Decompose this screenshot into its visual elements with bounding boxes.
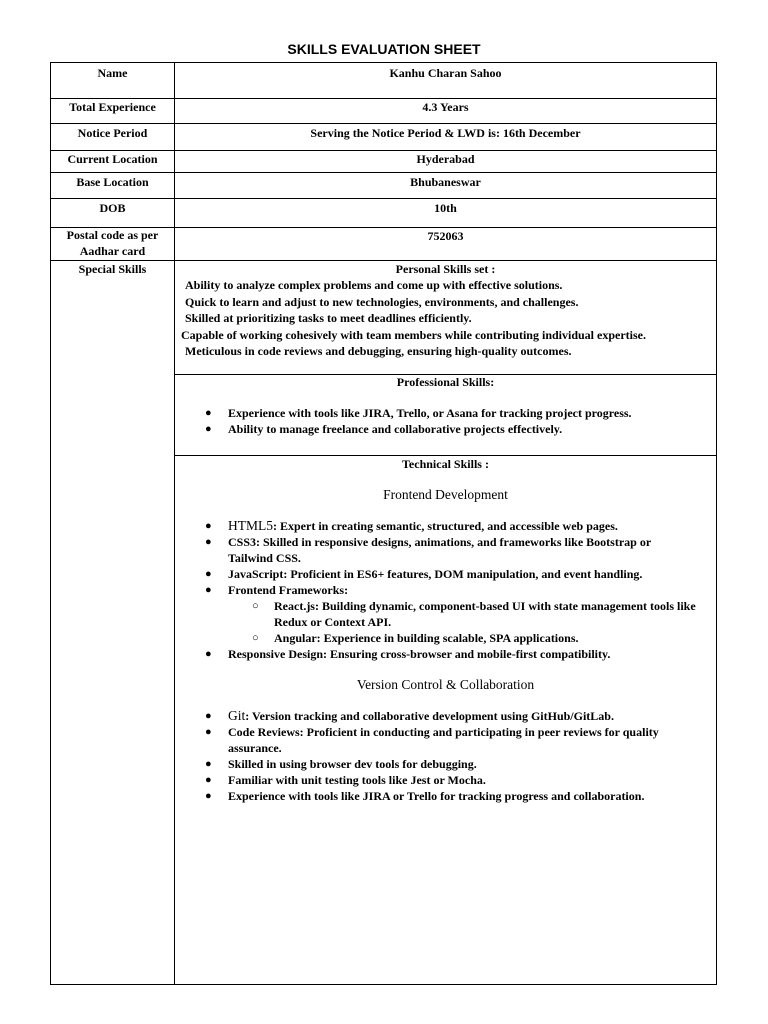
list-item: ● Skilled in using browser dev tools for debugging. — [205, 757, 477, 771]
current-location-label: Current Location — [67, 152, 158, 166]
row-divider — [51, 172, 716, 173]
row-divider — [51, 198, 716, 199]
current-location-value: Hyderabad — [416, 152, 475, 166]
technical-skills-section — [175, 456, 716, 804]
list-item: ● Code Reviews: Proficient in conducting and participating in peer reviews for quality assurance. — [205, 725, 659, 755]
postal-code-value: 752063 — [427, 229, 464, 243]
bullet-icon: ● — [205, 568, 212, 580]
technical-skills-title: Technical Skills : — [402, 457, 489, 471]
name-value: Kanhu Charan Sahoo — [389, 66, 502, 80]
postal-code-label: Postal code as per Aadhar card — [66, 228, 159, 258]
circle-bullet-icon: ○ — [252, 600, 259, 612]
bullet-icon: ● — [205, 407, 212, 419]
base-location-value: Bhubaneswar — [410, 175, 481, 189]
list-item: ● Git: Version tracking and collaborative development using GitHub/GitLab. — [205, 708, 614, 723]
list-item: ● CSS3: Skilled in responsive designs, animations, and frameworks like Bootstrap or Tailwind CSS. — [205, 535, 651, 565]
professional-skills-list — [175, 405, 716, 437]
list-item: Quick to learn and adjust to new technologies, environments, and challenges. — [185, 294, 579, 309]
frontend-heading: Frontend Development — [383, 487, 508, 502]
total-experience-value: 4.3 Years — [422, 100, 469, 114]
bullet-icon: ● — [205, 726, 212, 738]
total-experience-label: Total Experience — [69, 100, 156, 114]
skills-table — [50, 62, 717, 985]
notice-period-label: Notice Period — [77, 126, 148, 140]
list-item: ○ Angular: Experience in building scalable, SPA applications. — [252, 631, 579, 645]
bullet-icon: ● — [205, 520, 212, 532]
personal-skills-list — [175, 277, 716, 360]
bullet-icon: ● — [205, 648, 212, 660]
bullet-icon: ● — [205, 584, 212, 596]
version-control-heading: Version Control & Collaboration — [356, 677, 535, 692]
list-item: ● Ability to manage freelance and collaborative projects effectively. — [205, 422, 563, 436]
personal-skills-section — [175, 261, 716, 360]
list-item: Ability to analyze complex problems and come up with effective solutions. — [185, 278, 563, 292]
base-location-label: Base Location — [76, 175, 149, 189]
personal-skills-title: Personal Skills set : — [395, 262, 496, 276]
bullet-icon: ● — [205, 790, 212, 802]
list-item: ● Responsive Design: Ensuring cross-browser and mobile-first compatibility. — [205, 647, 611, 661]
special-skills-label: Special Skills — [78, 262, 147, 276]
bullet-icon: ● — [205, 774, 212, 786]
list-item: ● Experience with tools like JIRA, Trello, or Asana for tracking project progress. — [205, 406, 632, 420]
professional-skills-section — [175, 374, 716, 437]
list-item: ● Frontend Frameworks: ○ React.js: Building dynamic, component-based UI with state management tools like Redux or Context API. ○ Angular: Experience in building scalable, SPA applications. — [205, 583, 696, 645]
list-item: ● JavaScript: Proficient in ES6+ features, DOM manipulation, and event handling. — [205, 567, 643, 581]
bullet-icon: ● — [205, 710, 212, 722]
dob-value: 10th — [434, 201, 457, 215]
bullet-icon: ● — [205, 758, 212, 770]
list-item: ● Familiar with unit testing tools like Jest or Mocha. — [205, 773, 486, 787]
name-label: Name — [97, 66, 128, 80]
dob-label: DOB — [99, 201, 126, 215]
list-item: ○ React.js: Building dynamic, component-based UI with state management tools like Redux or Context API. — [252, 599, 696, 629]
document-title: SKILLS EVALUATION SHEET — [287, 41, 481, 57]
list-item: Capable of working cohesively with team members while contributing individual expertise. — [181, 327, 646, 342]
bullet-icon: ● — [205, 423, 212, 435]
row-divider — [51, 123, 716, 124]
list-item: ● HTML5: Expert in creating semantic, structured, and accessible web pages. — [205, 518, 618, 533]
professional-skills-title: Professional Skills: — [396, 375, 495, 389]
list-item: Skilled at prioritizing tasks to meet deadlines efficiently. — [185, 311, 472, 325]
circle-bullet-icon: ○ — [252, 632, 259, 644]
notice-period-value: Serving the Notice Period & LWD is: 16th December — [310, 126, 581, 140]
list-item: ● Experience with tools like JIRA or Trello for tracking progress and collaboration. — [205, 789, 645, 803]
version-control-list — [175, 708, 716, 804]
bullet-icon: ● — [205, 536, 212, 548]
frameworks-sublist — [228, 598, 696, 646]
list-item: Meticulous in code reviews and debugging, ensuring high-quality outcomes. — [185, 344, 572, 358]
frontend-skills-list — [175, 518, 716, 662]
